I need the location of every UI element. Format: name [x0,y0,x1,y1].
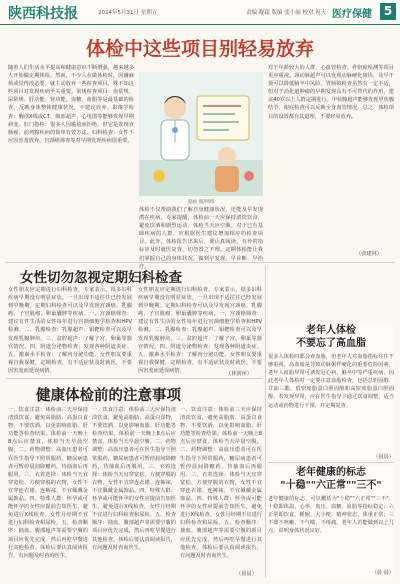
article-divider [6,378,262,379]
masthead [0,0,400,25]
sidebar-article-2 [268,466,394,580]
article3-column-3: 一、饮食注意：体检前三天应保持清淡饮食，避免高脂肪、高蛋白食物，不要饮酒，以免影响血脂、肝功能等检查结果。体检前一天晚上8点后应禁食，体检当天早晨空腹。二、药物调整：高血压患者可在医生指导下照常服药，糖尿病患者可暂停晨间降糖药，待抽血后再服用。三、衣着选择：体检当天宜穿宽松、方便穿脱的衣物，女性不宜穿连衣裙、连裤袜，不宜佩戴金属饰品。四、特殊人群：怀孕或可能怀孕的女性应提前告知医生，避免进行X线检查。女性月经期不宜进行妇科检查和尿检。五、检查顺序：抽血、腹部超声等需要空腹的项目应优先完成，然后再吃早餐进行其他检查。体检后要认真阅读报告，有问题及时咨询医生。 [180,407,262,559]
illustration-caption: 漫画 图/网络 [187,200,215,205]
sidebar2-title-line1: 老年健康的标志 [296,467,366,478]
sidebar-article-1 [268,324,394,458]
main-article-column-3: 对于年龄较大的人群，心血管检查、骨密度检测等项目更应重视。颈动脉超声可以发现动脉硬化斑块，及早干预可以降低脑卒中风险。胃肠镜检查虽然有一定不适，但对于消化道肿瘤的早期发现具有不可替代的作用，建议40岁以上人群定期进行。甲状腺超声能够发现甲状腺结节，眼底检查可以反映全身血管情况。总之，体检项目的设置都有其道理，不要轻易放弃。 [268,65,394,120]
article2-title: 女性切勿忽视定期妇科检查 [20,270,182,286]
article3-column-2: 一、饮食注意：体检前三天应保持清淡饮食，避免高脂肪、高蛋白食物，不要饮酒，以免影响血脂、肝功能等检查结果。体检前一天晚上8点后应禁食，体检当天早晨空腹。二、药物调整：高血压患者可在医生指导下照常服药，糖尿病患者可暂停晨间降糖药，待抽血后再服用。三、衣着选择：体检当天宜穿宽松、方便穿脱的衣物，女性不宜穿连衣裙、连裤袜，不宜佩戴金属饰品。四、特殊人群：怀孕或可能怀孕的女性应提前告知医生，避免进行X线检查。女性月经期不宜进行妇科检查和尿检。五、检查顺序：抽血、腹部超声等需要空腹的项目应优先完成，然后再吃早餐进行其他检查。体检后要认真阅读报告，有问题及时咨询医生。 [92,407,176,551]
article3-byline: （晨晨） [236,571,257,577]
main-article-byline: （张建林） [356,251,382,257]
sidebar-divider [268,462,394,463]
main-headline: 体检中这些项目别轻易放弃 [85,38,314,60]
cartoon-illustration [139,72,263,196]
sidebar2-title-line2: "十稳""六正常""三不" [280,480,382,491]
sidebar2-byline: （晨 晨） [371,570,394,576]
main-article-column-1: 随着人们生活水平提高和健康意识不断增强，越来越多人开始做定期体检。然而，不少人在做体检时，因嫌麻烦或觉得没必要，就主动放弃一些检查项目，殊不知这些项目对发现疾病至关重要。常规检查项目：血常规、尿常规、肝功能、肾功能、血糖、血脂等是最基础的检查，反映身体整体健康状况，不建议放弃。影像学检查：胸部X线或CT、腹部超声、心电图等能够发现早期病变。肛门指检：很多人因尴尬而拒绝，但它是发现直肠癌、前列腺疾病的简单有效方法。妇科检查：女性不应因害羞放弃，宫颈癌筛查等对早期发现疾病很重要。 [8,65,134,144]
article2-byline: （林润萍） [226,371,252,377]
sidebar2-text: 老年健康的标志，可以概括为"十稳""六正常""三不"：十稳即体温、心率、血压、血糖、血脂等指标稳定；六正常即饮食、睡眠、大小便、精神状态、体重正常；三不即不咳嗽、不气喘、不疼痛。老年人若能做到以上几点，说明身体状况良好。 [268,496,394,535]
newspaper-logo: 陕西科技报 [8,6,78,22]
sidebar1-text: 很多人体检时都会查血脂，但老年人对血脂指标往往不够重视。高血脂是导致动脉粥样硬化的重要危险因素，老年人血脂异常可诱发冠心病、脑卒中等严重疾病。因此老年人体检时一定要注意血脂检查，包括总胆固醇、甘油三酯、低密度脂蛋白胆固醇和高密度脂蛋白胆固醇。若发现异常，应在医生指导下通过饮食调整、适当运动或药物进行干预，并定期复查。 [268,354,394,409]
article3-column-1: 一、饮食注意：体检前三天应保持清淡饮食，避免高脂肪、高蛋白食物，不要饮酒，以免影响血脂、肝功能等检查结果。体检前一天晚上8点后应禁食，体检当天早晨空腹。二、药物调整：高血压患者可在医生指导下照常服药，糖尿病患者可暂停晨间降糖药，待抽血后再服用。三、衣着选择：体检当天宜穿宽松、方便穿脱的衣物，女性不宜穿连衣裙、连裤袜，不宜佩戴金属饰品。四、特殊人群：怀孕或可能怀孕的女性应提前告知医生，避免进行X线检查。女性月经期不宜进行妇科检查和尿检。五、检查顺序：抽血、腹部超声等需要空腹的项目应优先完成，然后再吃早餐进行其他检查。体检后要认真阅读报告，有问题及时咨询医生。 [8,407,88,559]
sidebar1-byline: （晨晨） [373,454,394,460]
section-divider [6,262,394,263]
sidebar1-title-line1: 老年人体检 [306,325,356,336]
column-divider [265,266,266,578]
sidebar1-title-line2: 不要忘了高血脂 [296,338,366,349]
page-number: 5 [380,3,396,20]
section-name: 医疗保健 [332,9,372,20]
article2-column-1: 女性朋友应定期进行妇科检查。专家表示，很多妇科疾病早期没有明显症状，一旦出现不适往往已经发展到中晚期。定期妇科检查可以及早发现宫颈癌、乳腺癌、子宫肌瘤、卵巢囊肿等疾病。一、宫颈癌筛查：建议有性生活的女性每年进行宫颈细胞学检查和HPV检测。二、乳腺检查：乳腺超声、钼靶检查可以及早发现乳腺肿块。三、盆腔超声：了解子宫、卵巢等器官情况。四、阴道分泌物检查：发现各种阴道炎症。五、激素水平检查：了解内分泌功能。女性朋友要重视自我保健，定期检查，有不适症状及时就医，不要因害羞而延误病情。 [8,287,132,374]
main-article-column-2: 体检不仅帮助我们了解自身健康状况，还能及早发现潜在疾病。专家提醒，体检前一天应保持清淡饮食，避免饮酒和剧烈运动，体检当天应空腹。对于已有基础疾病的人群，应根据医生建议增加相应的检查项目。此外，体检报告出来后，要认真阅读，有异常指标应及时就医复查，切勿置之不理。定期体检能让我们掌握自己的身体状况，做到早发现、早诊断、早治疗。 [139,207,263,270]
article3-title: 健康体检前的注意事项 [36,388,181,404]
editor-credits: 责编 凝霜 版编 张小丽 校对 祝天 [246,10,327,16]
article2-column-2: 女性朋友应定期进行妇科检查。专家表示，很多妇科疾病早期没有明显症状，一旦出现不适往往已经发展到中晚期。定期妇科检查可以及早发现宫颈癌、乳腺癌、子宫肌瘤、卵巢囊肿等疾病。一、宫颈癌筛查：建议有性生活的女性每年进行宫颈细胞学检查和HPV检测。二、乳腺检查：乳腺超声、钼靶检查可以及早发现乳腺肿块。三、盆腔超声：了解子宫、卵巢等器官情况。四、阴道分泌物检查：发现各种阴道炎症。五、激素水平检查：了解内分泌功能。女性朋友要重视自我保健，定期检查，有不适症状及时就医，不要因害羞而延误病情。 [138,287,262,374]
issue-date: 2024年5月31日 星期五 [98,10,158,16]
